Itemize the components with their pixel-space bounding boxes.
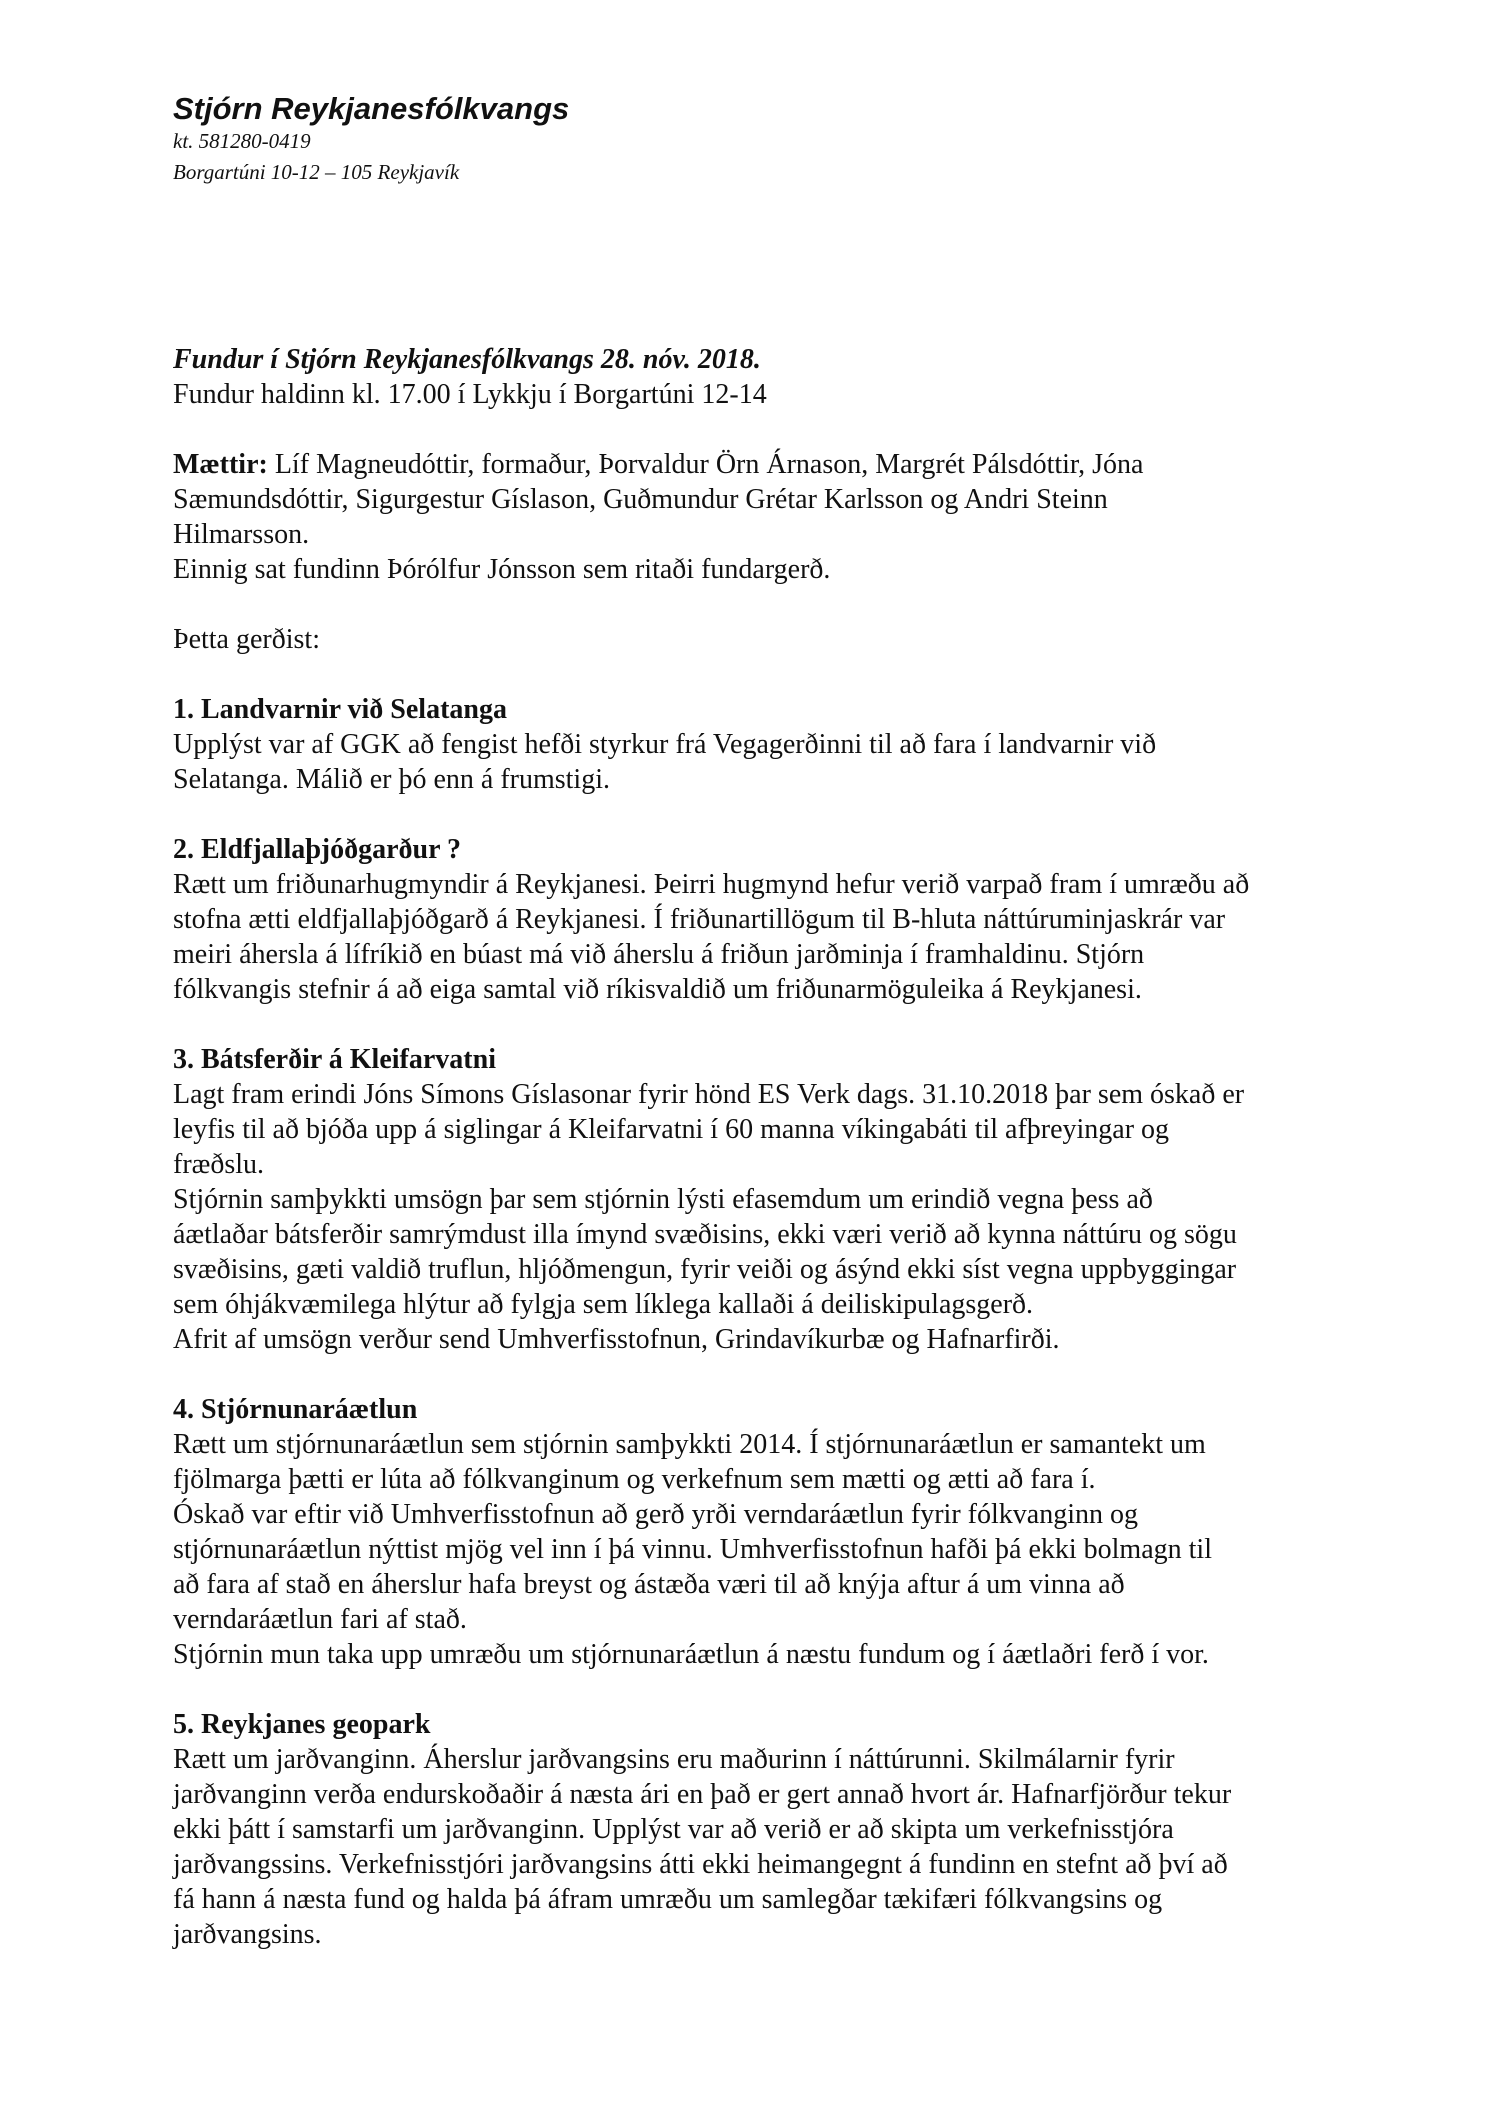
section-line: Rætt um friðunarhugmyndir á Reykjanesi. Þeirri hugmynd hefur verið varpað fram í umræðu að	[173, 869, 1250, 900]
attendance-block	[173, 447, 1323, 587]
section-line: jarðvanginn verða endurskoðaðir á næsta ári en það er gert annað hvort ár. Hafnarfjörður tekur	[173, 1779, 1232, 1810]
attendance-names-3: Hilmarsson.	[173, 519, 310, 550]
section-line: fjölmarga þætti er lúta að fólkvanginum og verkefnum sem mætti og ætti að fara í.	[173, 1464, 1096, 1495]
attendance-names-2: Sæmundsdóttir, Sigurgestur Gíslason, Guðmundur Grétar Karlsson og Andri Steinn	[173, 484, 1108, 515]
attendance-label: Mættir:	[173, 449, 268, 480]
section-line: fá hann á næsta fund og halda þá áfram umræðu um samlegðar tækifæri fólkvangsins og	[173, 1884, 1163, 1915]
section-line: sem óhjákvæmilega hlýtur að fylgja sem líklega kallaði á deiliskipulagsgerð.	[173, 1289, 1034, 1320]
section-line: Afrit af umsögn verður send Umhverfisstofnun, Grindavíkurbæ og Hafnarfirði.	[173, 1324, 1060, 1355]
section-heading: 1. Landvarnir við Selatanga	[173, 694, 507, 725]
meeting-location: Fundur haldinn kl. 17.00 í Lykkju í Borgartúni 12-14	[173, 379, 767, 410]
section-line: leyfis til að bjóða upp á siglingar á Kleifarvatni í 60 manna víkingabáti til afþreyingar og	[173, 1114, 1170, 1145]
section-line: ekki þátt í samstarfi um jarðvanginn. Upplýst var að verið er að skipta um verkefnisstjóra	[173, 1814, 1174, 1845]
section-line: Selatanga. Málið er þó enn á frumstigi.	[173, 764, 610, 795]
section-3	[173, 1042, 1323, 1357]
section-heading: 4. Stjórnunaráætlun	[173, 1394, 418, 1425]
section-line: áætlaðar bátsferðir samrýmdust illa ímynd svæðisins, ekki væri verið að kynna náttúru og sögu	[173, 1219, 1237, 1250]
section-heading: 3. Bátsferðir á Kleifarvatni	[173, 1044, 496, 1075]
attendance-names-1: Líf Magneudóttir, formaður, Þorvaldur Örn Árnason, Margrét Pálsdóttir, Jóna	[267, 449, 1144, 480]
meeting-title: Fundur í Stjórn Reykjanesfólkvangs 28. nóv. 2018.	[173, 344, 761, 375]
minutes-body	[173, 342, 1323, 1952]
section-line: stofna ætti eldfjallaþjóðgarð á Reykjanesi. Í friðunartillögum til B-hluta náttúruminjaskrár var	[173, 904, 1226, 935]
section-line: jarðvangssins. Verkefnisstjóri jarðvangsins átti ekki heimangegnt á fundinn en stefnt að því að	[173, 1849, 1228, 1880]
attendance-line-1	[173, 447, 1323, 482]
intro-text: Þetta gerðist:	[173, 624, 320, 655]
section-line: fólkvangis stefnir á að eiga samtal við ríkisvaldið um friðunarmöguleika á Reykjanesi.	[173, 974, 1142, 1005]
section-line: stjórnunaráætlun nýttist mjög vel inn í þá vinnu. Umhverfisstofnun hafði þá ekki bolmagn til	[173, 1534, 1212, 1565]
section-heading: 5. Reykjanes geopark	[173, 1709, 431, 1740]
document-page	[173, 92, 1323, 1952]
section-2	[173, 832, 1323, 1007]
organization-kt: kt. 581280-0419	[173, 129, 311, 153]
section-1	[173, 692, 1323, 797]
section-heading: 2. Eldfjallaþjóðgarður ?	[173, 834, 462, 865]
section-line: Rætt um jarðvanginn. Áherslur jarðvangsins eru maðurinn í náttúrunni. Skilmálarnir fyrir	[173, 1744, 1175, 1775]
section-line: meiri áhersla á lífríkið en búast má við áherslu á friðun jarðminja í framhaldinu. Stjórn	[173, 939, 1145, 970]
header-spacer	[173, 188, 1323, 342]
secretary-note: Einnig sat fundinn Þórólfur Jónsson sem ritaði fundargerð.	[173, 554, 831, 585]
letterhead	[173, 92, 1323, 188]
section-line: Stjórnin mun taka upp umræðu um stjórnunaráætlun á næstu fundum og í áætlaðri ferð í vor.	[173, 1639, 1209, 1670]
section-line: svæðisins, gæti valdið truflun, hljóðmengun, fyrir veiði og ásýnd ekki síst vegna uppbyggingar	[173, 1254, 1237, 1285]
section-line: Lagt fram erindi Jóns Símons Gíslasonar fyrir hönd ES Verk dags. 31.10.2018 þar sem óskað er	[173, 1079, 1245, 1110]
section-line: Rætt um stjórnunaráætlun sem stjórnin samþykkti 2014. Í stjórnunaráætlun er samantekt um	[173, 1429, 1206, 1460]
section-line: verndaráætlun fari af stað.	[173, 1604, 467, 1635]
section-line: fræðslu.	[173, 1149, 264, 1180]
section-line: jarðvangsins.	[173, 1919, 322, 1950]
organization-name: Stjórn Reykjanesfólkvangs	[173, 91, 570, 126]
section-line: Óskað var eftir við Umhverfisstofnun að gerð yrði verndaráætlun fyrir fólkvanginn og	[173, 1499, 1138, 1530]
organization-address: Borgartúni 10-12 – 105 Reykjavík	[173, 160, 460, 184]
section-line: að fara af stað en áherslur hafa breyst og ástæða væri til að knýja aftur á um vinna að	[173, 1569, 1125, 1600]
section-line: Upplýst var af GGK að fengist hefði styrkur frá Vegagerðinni til að fara í landvarnir við	[173, 729, 1157, 760]
section-4	[173, 1392, 1323, 1672]
section-line: Stjórnin samþykkti umsögn þar sem stjórnin lýsti efasemdum um erindið vegna þess að	[173, 1184, 1153, 1215]
section-5	[173, 1707, 1323, 1952]
